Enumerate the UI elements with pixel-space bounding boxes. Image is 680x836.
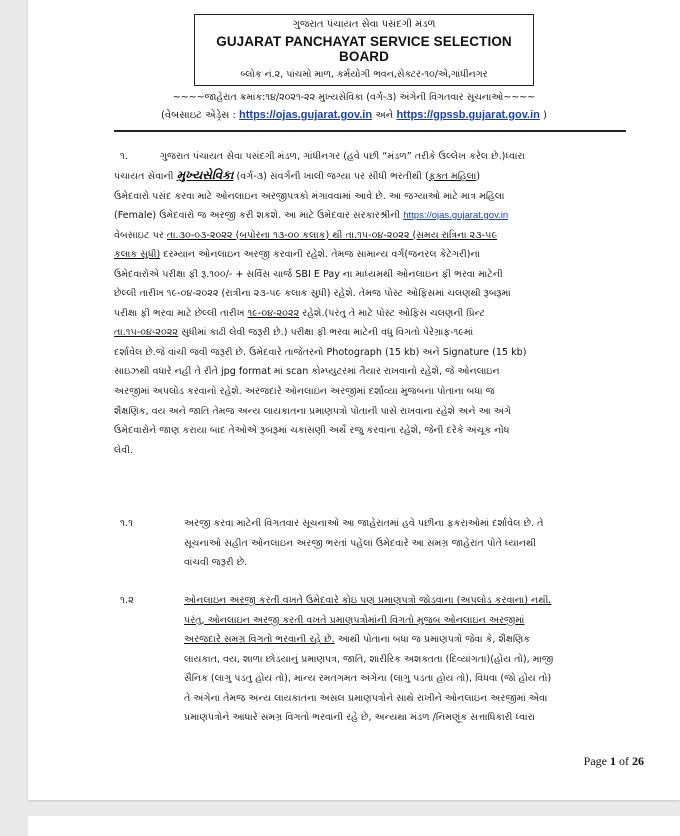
section-1-1-line: વાંચવી જરૂરી છે. [184, 557, 248, 569]
header-english-title: GUJARAT PANCHAYAT SERVICE SELECTION BOARD [216, 34, 512, 64]
section-1-2-line: પ્રમાણપત્રોને આધારે સમગ્ર વિગતો ભરવાની રહે છે, અન્યથા મંડળ /નિમણૂંક સત્તાધિકારી ધ્વારા [184, 712, 535, 724]
female-only-note: ફક્ત મહિલા [428, 171, 477, 182]
section-1-2-line: સૈનિક (લાગુ પડતુ હોય તો), માન્ય રમતગમત અંગેના (લાગુ પડતા હોય તો), વિધવા (જો હોય તો) [184, 673, 552, 685]
ojas-inline-link[interactable]: https://ojas.gujarat.gov.in [403, 210, 509, 222]
section-1-line: પંચાયત સેવાની મુખ્યસેવિકા (વર્ગ-૩) સંવર્ગની ખાલી જગ્યા પર સીધી ભરતીથી (ફક્ત મહિલા) [114, 168, 481, 182]
section-1-first-line [160, 147, 640, 167]
section-1-1-line: સૂચનાઓ સહીત ઓનલાઇન અરજી ભરતાં પહેલાં ઉમેદવારે આ સમગ્ર જાહેરાત પોતે ધ્યાનથી [184, 537, 537, 549]
section-1-1-number: ૧.૧ [120, 518, 133, 529]
section-1-number: ૧. [120, 151, 129, 162]
page-footer: Page 1 of 26 [583, 754, 644, 768]
section-1-line: ઉમેદવારો પસંદ કરવા માટે ઓનલાઇન અરજીપત્રકો મંગાવવામાં આવે છે. આ જગ્યાઓ માટે માત્ર મહિલા [114, 190, 505, 202]
header-box [194, 14, 534, 86]
websites-line [28, 109, 680, 121]
section-1-line: કલાક સુધી) દરમ્યાન ઓનલાઇન અરજી કરવાની રહેશે. તેમજ સામાન્ય વર્ગ(જનરલ કેટેગરી)ના [114, 249, 480, 261]
section-1-line: વેબસાઇટ પર તા.૩૦-૦૩-૨૦૨૨ (બપોરના ૧૩-૦૦ કલાક) થી તા.૧૫-૦૪-૨૦૨૨ (સમય રાત્રિના ૨૩-૫૯ [114, 229, 498, 241]
header-address: બ્લોક નં.૨, પાંચમો માળ, કર્મયોગી ભવન,સેક્ટર-૧૦/એ,ગાંધીનગર [240, 69, 488, 80]
section-1-line: સાઇઝથી વધારે નહીં તે રીતે jpg format માં scan કોમ્પ્યુટરમાં તૈયાર રાખવાનો રહેશે, જે ઓનલાઇન [114, 366, 500, 378]
application-period: તા.૩૦-૦૩-૨૦૨૨ (બપોરના ૧૩-૦૦ કલાક) થી તા.૧૫-૦૪-૨૦૨૨ (સમય રાત્રિના ૨૩-૫૯ [166, 229, 498, 241]
section-1-line: પરીક્ષા ફી ભરવા માટે છેલ્લી તારીખ ૧૯-૦૪-૨૦૨૨ રહેશે.(પરંતુ તે માટે પોસ્ટ ઓફિસ ચલણની પ્રિન્ટ [114, 307, 486, 319]
section-1-1-body [184, 514, 640, 573]
section-1-line: લેવી. [114, 444, 134, 456]
section-1-line: ગુજરાત પંચાયત સેવા પસંદગી મંડળ, ગાંધીનગર (હવે પછી “મંડળ” તરીકે ઉલ્લેખ કરેલ છે.)ધ્વારા [160, 151, 525, 162]
notice-line: ~~~~જાહેરાત ક્રમાંક:૧૪/૨૦૨૧-૨૨ મુખ્યસેવિકા (વર્ગ-૩) અંગેની વિગતવાર સૂચનાઓ~~~~ [172, 92, 536, 103]
section-1-2-line: અરજદારે સમગ્ર વિગતો ભરવાની રહે છે. આથી પોતાના બધા જ પ્રમાણપત્રો જેવા કે, શૈક્ષણિક [184, 634, 531, 646]
section-1-line: છેલ્લી તારીખ ૧૯-૦૪-૨૦૨૨ (રાત્રીના ૨૩-૫૯ કલાક સુધી) રહેશે. તેમજ પોસ્ટ ઓફિસમાં ચલણથી રૂબરૂમાં [114, 288, 511, 300]
section-1-body [114, 166, 640, 460]
document-page [28, 0, 680, 800]
gpssb-link[interactable]: https://gpssb.gujarat.gov.in [396, 109, 540, 121]
section-1-line: અરજીમાં અપલોડ કરવાનો રહેશે. અરજદારે ઓનલાઇન અરજીમાં દર્શાવ્યા મુજબના પોતાના બધા જ [114, 386, 495, 398]
websites-prefix: (વેબસાઇટ એડ્રેસ : [161, 110, 240, 121]
section-1-line: ઉમેદવારોને જાણ કરાયા બાદ તેઓએ રૂબરૂમાં ચકાસણી અર્થે રજુ કરવાના રહેશે, જેની દરેકે અચૂક નોંધ [114, 425, 510, 437]
header-gujarati-title: ગુજરાત પંચાયત સેવા પસંદગી મંડળ [292, 19, 436, 30]
section-1-line: તા.૧૫-૦૪-૨૦૨૨ સુધીમાં કાઢી લેવી જરૂરી છે.) પરીક્ષા ફી ભરવા માટેની વધુ વિગતો પેરેગ્રાફ-૧૯માં [114, 327, 474, 339]
post-name: મુખ્યસેવિકા [176, 168, 234, 182]
header-divider [114, 130, 626, 132]
ojas-link[interactable]: https://ojas.gujarat.gov.in [239, 109, 373, 121]
section-1-2-line: ઓનલાઇન અરજી કરતી વખતે ઉમેદવારે કોઇ પણ પ્રમાણપત્રો જોડવાના (અપલોડ કરવાના) નથી. [184, 595, 552, 606]
section-1-2-number: ૧.૨ [120, 595, 134, 606]
websites-and: અને [372, 110, 397, 121]
page-number: 1 [610, 754, 616, 768]
websites-suffix: ) [539, 110, 547, 121]
section-1-1-line: અરજી કરવા માટેની વિગતવાર સૂચનાઓ આ જાહેરાતમાં હવે પછીના ફકરાઓમાં દર્શાવેલ છે. તે [184, 518, 544, 529]
section-1-line: દર્શાવેલ છે.જે વાંચી જવી જરૂરી છે. ઉમેદવારે તાજેતરનો Photograph (15 kb) અને Signature (15 kb) [114, 346, 527, 358]
section-1-line: ઉમેદવારોએ પરીક્ષા ફી રૂ.૧૦૦/- + સર્વિસ ચાર્જ SBI E Pay ના માધ્યમથી ઓનલાઇન ફી ભરવા માટેની [114, 268, 503, 280]
section-1-line: (Female) ઉમેદવારો જ અરજી કરી શકશે. આ માટે ઉમેદવાર સરકારશ્રીની https://ojas.gujarat.gov.in [114, 210, 509, 222]
next-page-edge [28, 816, 680, 836]
section-1-2-body [184, 591, 640, 728]
section-1-2-line: લાયકાત, વય, શાળા છોડયાનું પ્રમાણપત્ર, જાતિ, શારીરિક અશક્તતા (દિવ્યાંગતા)(હોય તો), માજી [184, 653, 554, 665]
section-1-2-line: તે અંગેના તેમજ અન્ય લાયકાતના અસલ પ્રમાણપત્રોને સાથે રાખીને ઓનલાઇન અરજીમાં એવા [184, 692, 548, 704]
page-total: 26 [632, 754, 644, 768]
section-1-line: શૈક્ષણિક, વય અને જાતિ તેમજ અન્ય લાયકાતના પ્રમાણપત્રો પોતાની પાસે રાખવાના રહેશે અને આ અંગે [114, 405, 511, 417]
section-1-2-line: પરંતુ, ઓનલાઇન અરજી કરતી વખતે પ્રમાણપત્રોમાંની વિગતો મુજબ ઓનલાઇન અરજીમાં [184, 614, 525, 626]
